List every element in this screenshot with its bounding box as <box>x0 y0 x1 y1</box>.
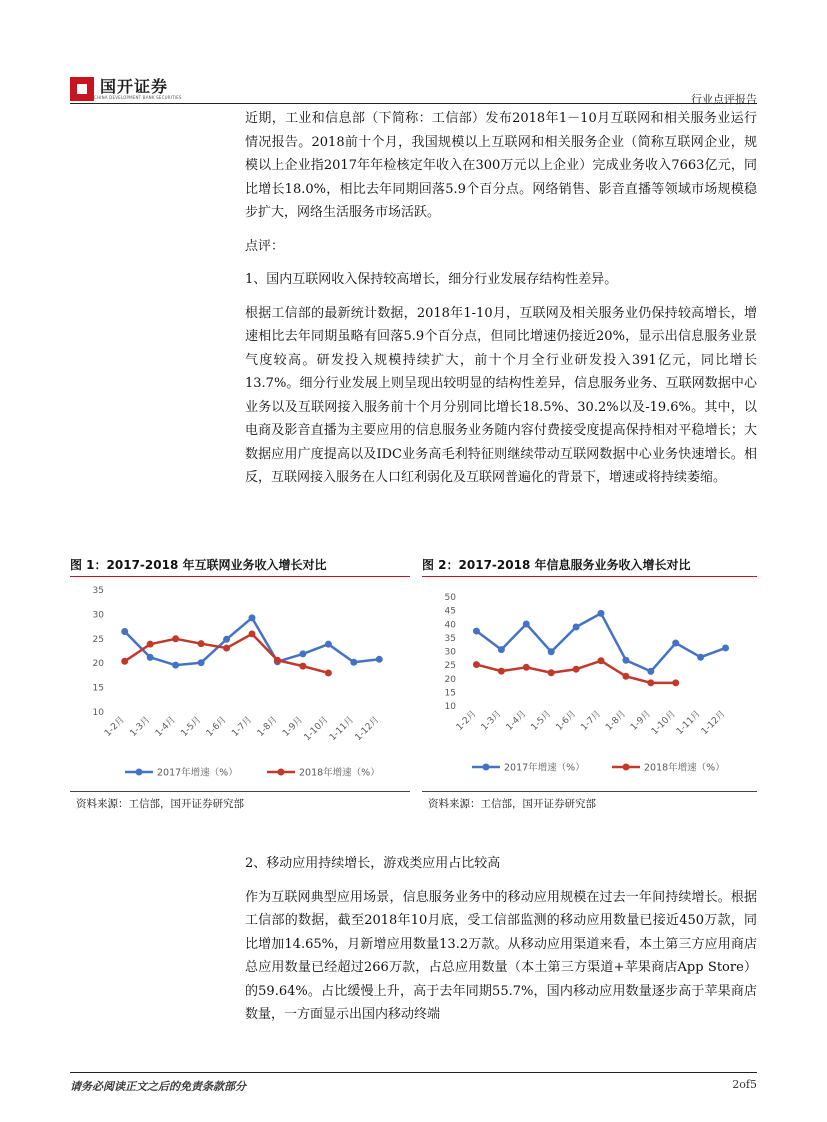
y-tick-label: 20 <box>444 674 456 685</box>
data-point <box>672 679 679 686</box>
data-point <box>598 610 605 617</box>
intro-paragraph: 近期，工业和信息部（下简称：工信部）发布2018年1－10月互联网和相关服务业运行情况报告。2018前十个月，我国规模以上互联网和相关服务企业（简称互联网企业，规模以上企业指2017年年检核定年收入在300万元以上企业）完成业务收入7663亿元，同比增长18.0%，相比去年同期回落5.9个百分点。网络销售、影音直播等领域市场规模稳步扩大，网络生活服务市场活跃。 <box>245 111 757 220</box>
intro-section <box>245 107 757 500</box>
figure-1-title: 图 1：2017-2018 年互联网业务收入增长对比 <box>70 558 327 572</box>
figure-1-chart <box>70 580 410 785</box>
data-point <box>325 641 332 648</box>
x-tick-label: 1-7月 <box>230 715 255 739</box>
figure-1-title-rule <box>70 576 410 577</box>
legend-marker <box>623 764 630 771</box>
data-point <box>121 628 128 635</box>
legend-label: 2017年增速（%） <box>504 762 585 774</box>
y-tick-label: 50 <box>444 593 456 603</box>
section-2-paragraph: 作为互联网典型应用场景，信息服务业务中的移动应用规模在过去一年间持续增长。根据工信部的数据，截至2018年10月底，受工信部监测的移动应用数量已接近450万款，同比增加14.65%，月新增应用数量13.2万款。从移动应用渠道来看，本土第三方应用商店总应用数量已经超过266万款，占总应用数量（本土第三方渠道+苹果商店App Store）的59.64%。占比缓慢上升，高于去年同期55.7%，国内移动应用数量逐步高于苹果商店数量，一方面显示出国内移动终端 <box>245 889 757 1022</box>
legend-label: 2018年增速（%） <box>644 762 725 774</box>
y-tick-label: 35 <box>92 586 104 596</box>
legend-marker <box>278 769 285 776</box>
data-point <box>350 659 357 666</box>
company-logo <box>70 77 182 101</box>
data-point <box>697 654 704 661</box>
x-tick-label: 1-2月 <box>103 715 127 739</box>
figure-2-source: 资料来源：工信部，国开证券研究部 <box>428 798 596 810</box>
y-tick-label: 25 <box>92 634 104 645</box>
x-tick-label: 1-9月 <box>629 709 653 733</box>
data-point <box>598 657 605 664</box>
x-tick-label: 1-11月 <box>328 715 356 743</box>
x-tick-label: 1-10月 <box>302 715 331 743</box>
data-point <box>249 630 256 637</box>
data-point <box>299 650 306 657</box>
y-tick-label: 40 <box>444 620 456 631</box>
y-tick-label: 20 <box>92 659 104 670</box>
data-point <box>473 661 480 668</box>
x-tick-label: 1-4月 <box>504 709 529 733</box>
figure-2-title: 图 2：2017-2018 年信息服务业务收入增长对比 <box>422 558 691 572</box>
figure-1-source: 资料来源：工信部，国开证券研究部 <box>76 798 244 810</box>
data-point <box>523 620 530 627</box>
legend-marker <box>136 769 143 776</box>
x-tick-label: 1-12月 <box>353 715 382 743</box>
x-tick-label: 1-3月 <box>128 715 153 739</box>
data-point <box>299 663 306 670</box>
data-point <box>147 654 154 661</box>
y-tick-label: 10 <box>444 702 456 712</box>
logo-mark-icon <box>70 77 94 101</box>
report-type: 行业点评报告 <box>691 93 757 106</box>
figure-2-chart <box>422 580 757 785</box>
data-point <box>548 669 555 676</box>
x-tick-label: 1-8月 <box>255 715 280 739</box>
x-tick-label: 1-2月 <box>454 709 479 733</box>
x-tick-label: 1-9月 <box>281 715 306 739</box>
y-tick-label: 45 <box>444 606 456 617</box>
section-2-heading: 2、移动应用持续增长，游戏类应用占比较高 <box>245 856 501 871</box>
data-point <box>622 673 629 680</box>
data-point <box>325 669 332 676</box>
x-tick-label: 1-5月 <box>179 715 204 739</box>
data-point <box>274 657 281 664</box>
logo-name: 国开证券 <box>100 77 169 96</box>
footer-disclaimer: 请务必阅读正文之后的免责条款部分 <box>70 1080 246 1093</box>
y-tick-label: 35 <box>444 633 456 644</box>
data-point <box>498 668 505 675</box>
y-tick-label: 15 <box>444 688 456 699</box>
figure-2-source-rule <box>422 791 757 792</box>
y-tick-label: 10 <box>92 708 104 718</box>
data-point <box>548 648 555 655</box>
data-point <box>573 623 580 630</box>
x-tick-label: 1-3月 <box>479 709 504 733</box>
footer-divider <box>70 1072 757 1073</box>
data-point <box>622 657 629 664</box>
legend-label: 2018年增速（%） <box>299 767 380 779</box>
x-tick-label: 1-7月 <box>579 709 604 733</box>
figure-2-title-rule <box>422 576 757 577</box>
y-tick-label: 30 <box>92 610 104 621</box>
section-1-heading: 1、国内互联网收入保持较高增长，细分行业发展存结构性差异。 <box>245 272 618 287</box>
page-number: 2of5 <box>732 1078 757 1091</box>
data-point <box>249 614 256 621</box>
header-divider <box>70 103 757 104</box>
x-tick-label: 1-6月 <box>554 709 579 733</box>
data-point <box>647 668 654 675</box>
y-tick-label: 25 <box>444 661 456 672</box>
comment-label: 点评： <box>245 238 285 254</box>
x-tick-label: 1-11月 <box>674 709 703 737</box>
data-point <box>672 640 679 647</box>
data-point <box>198 640 205 647</box>
x-tick-label: 1-5月 <box>529 709 554 733</box>
section-1-paragraph: 根据工信部的最新统计数据，2018年1-10月，互联网及相关服务业仍保持较高增长，增速相比去年同期虽略有回落5.9个百分点，但同比增速仍接近20%，显示出信息服务业景气度较高。研发投入规模持续扩大，前十个月全行业研发投入391亿元，同比增长13.7%。细分行业发展上则呈现出较明显的结构性差异，信息服务业务、互联网数据中心业务以及互联网接入服务前十个月分别同比增长18.5%、30.2%以及-19.6%。其中，以电商及影音直播为主要应用的信息服务业务随内容付费接受度提高保持相对平稳增长；大数据应用广度提高以及IDC业务高毛利特征则继续带动互联网数据中心业务快速增长。相反，互联网接入服务在人口红利弱化及互联网普遍化的背景下，增速或将持续萎缩。 <box>245 305 757 485</box>
legend-marker <box>483 764 490 771</box>
data-point <box>223 636 230 643</box>
x-tick-label: 1-8月 <box>604 709 629 733</box>
section-2 <box>245 852 757 1037</box>
data-point <box>172 662 179 669</box>
logo-subtitle: CHINA DEVELOPMENT BANK SECURITIES <box>94 95 182 100</box>
data-point <box>473 628 480 635</box>
data-point <box>573 666 580 673</box>
x-tick-label: 1-6月 <box>204 715 229 739</box>
y-tick-label: 15 <box>92 683 104 694</box>
figure-1-source-rule <box>70 791 410 792</box>
data-point <box>722 644 729 651</box>
x-tick-label: 1-4月 <box>153 715 178 739</box>
data-point <box>198 659 205 666</box>
data-point <box>121 658 128 665</box>
x-tick-label: 1-12月 <box>699 709 728 737</box>
data-point <box>147 641 154 648</box>
data-point <box>376 656 383 663</box>
x-tick-label: 1-10月 <box>649 709 678 737</box>
data-point <box>223 645 230 652</box>
data-point <box>523 664 530 671</box>
data-point <box>647 679 654 686</box>
y-tick-label: 30 <box>444 647 456 658</box>
legend-label: 2017年增速（%） <box>157 767 238 779</box>
data-point <box>172 635 179 642</box>
data-point <box>498 646 505 653</box>
